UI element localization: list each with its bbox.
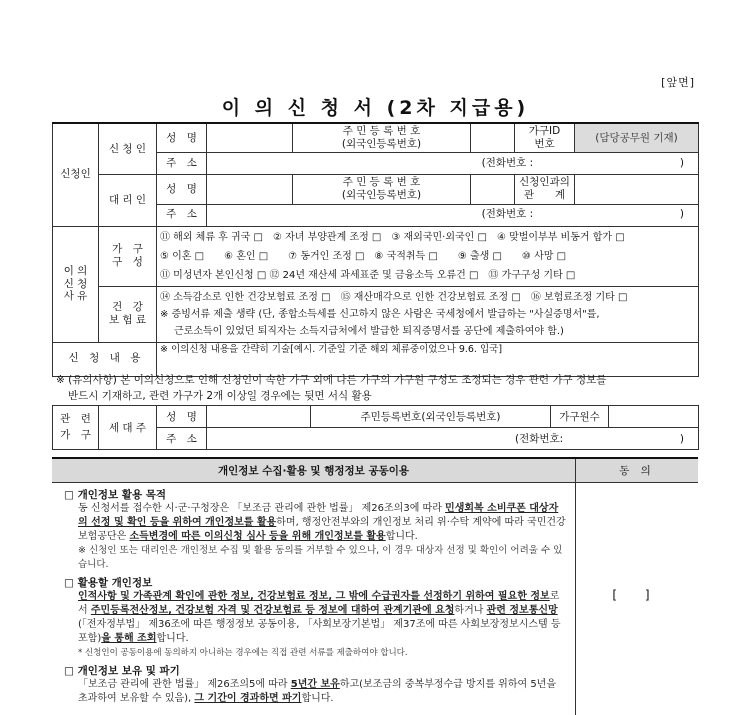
related-rrn-label: 주민등록번호(외국인등록번호) — [311, 406, 551, 428]
content-field[interactable] — [157, 342, 699, 376]
household-composition-options[interactable] — [157, 226, 699, 286]
proxy-address-field[interactable] — [207, 204, 699, 226]
privacy-header — [52, 459, 698, 483]
relation-label-text: 신청인과의 — [519, 176, 570, 189]
head-label: 세 대 주 — [99, 406, 157, 450]
self-name-field[interactable] — [207, 123, 293, 153]
privacy-consent-section — [52, 457, 698, 715]
related-address-field[interactable] — [207, 428, 699, 450]
privacy-text — [52, 483, 576, 715]
household-composition-label: 가 구 구 성 — [99, 226, 157, 286]
relation-field[interactable] — [575, 175, 699, 204]
self-name-label: 성 명 — [157, 123, 207, 153]
retention-text: 「보조금 관리에 관한 법률」 제26조의5에 따라 5년간 보유하고(보조금의 중복부정수급 방지를 위하여 5년을 초과하여 보유할 수 있음), 그 기간이 경과하면 파기합니다. — [78, 679, 557, 704]
proxy-name-field[interactable] — [207, 175, 293, 204]
members-field[interactable] — [609, 406, 699, 428]
household-id-label — [515, 123, 575, 153]
front-side-label: [앞면] — [661, 76, 695, 89]
form-title: 이 의 신 청 서 (2차 지급용) — [221, 97, 530, 119]
household-options-line3[interactable]: ⑪ 미성년자 본인신청 □ ⑫ 24년 재산세 과세표준 및 금융소득 오류건 □ ⑬ 가구구성 기타 □ — [160, 269, 576, 281]
info-used-title: □ 활용할 개인정보 — [64, 577, 153, 589]
purpose-note: ※ 신청인 또는 대리인은 개인정보 수집 및 활용 동의를 거부할 수 있으나, 이 경우 대상자 선정 및 확인이 어려울 수 있습니다. — [78, 545, 563, 570]
insurance-options-line2: ※ 증빙서류 제출 생략 (단, 종합소득세를 신고하지 않은 사람은 국세청에서 발급하는 "사실증명서"를, — [160, 308, 600, 320]
proxy-rrn-label-sub: (외국인등록번호) — [341, 189, 422, 202]
self-address-label: 주 소 — [157, 153, 207, 175]
reason-group-label: 이 의 신 청 사 유 — [53, 226, 99, 342]
self-phone-close: ) — [679, 157, 684, 170]
content-hint: ※ 이의신청 내용을 간략히 기술[예시. 기준일 기준 해외 체류중이었으나 9.6. 입국] — [160, 343, 503, 355]
relation-label-sub: 관 계 — [523, 189, 566, 202]
notice-line1: ※ (유의사항) 본 이의신청으로 인해 신청인이 속한 가구 외에 다른 가구의 가구원 구성도 조정되는 경우 관련 가구 정보를 — [56, 374, 607, 386]
self-phone-label: (전화번호 : — [481, 157, 534, 170]
health-insurance-options[interactable] — [157, 286, 699, 342]
related-name-label: 성 명 — [157, 406, 207, 428]
proxy-phone-close: ) — [679, 208, 684, 221]
related-phone-label: (전화번호: — [514, 433, 564, 445]
proxy-address-label: 주 소 — [157, 204, 207, 226]
insurance-options-line1[interactable]: ⑭ 소득감소로 인한 건강보험료 조정 □ ⑮ 재산매각으로 인한 건강보험료 조정 □ ⑯ 보험료조정 기타 □ — [160, 291, 628, 303]
self-rrn-label — [293, 123, 471, 153]
consent-header: 동 의 — [619, 465, 655, 477]
proxy-phone-label: (전화번호 : — [481, 208, 534, 221]
retention-title: □ 개인정보 보유 및 파기 — [64, 665, 180, 677]
applicant-group-label: 신청인 — [53, 123, 99, 226]
self-address-field[interactable] — [207, 153, 699, 175]
members-label: 가구원수 — [551, 406, 609, 428]
applicant-form-table — [52, 122, 699, 377]
related-address-label: 주 소 — [157, 428, 207, 450]
household-id-label-sub: 번호 — [534, 138, 555, 151]
privacy-body — [52, 483, 698, 715]
proxy-name-label: 성 명 — [157, 175, 207, 204]
self-label: 신 청 인 — [99, 123, 157, 175]
self-rrn-label-sub: (외국인등록번호) — [341, 138, 422, 151]
proxy-rrn-label — [293, 175, 471, 204]
proxy-rrn-field[interactable] — [471, 175, 515, 204]
insurance-options-line3: 근로소득이 있었던 퇴직자는 소득지급처에서 발급한 퇴직증명서를 공단에 제출하여야 함.) — [174, 325, 564, 337]
self-rrn-label-text: 주 민 등 록 번 호 — [342, 125, 421, 137]
privacy-header-title: 개인정보 수집·활용 및 행정정보 공동이용 — [52, 459, 576, 482]
household-options-line1[interactable]: ⑪ 해외 체류 후 귀국 □ ② 자녀 부양관계 조정 □ ③ 재외국민·외국인 □ ④ 맞벌이부부 비동거 합가 □ — [160, 231, 625, 243]
related-household-table — [52, 405, 699, 450]
relation-label — [515, 175, 575, 204]
related-group-label: 관 련 가 구 — [53, 406, 99, 450]
proxy-rrn-label-text: 주 민 등 록 번 호 — [342, 176, 421, 189]
self-rrn-field[interactable] — [471, 123, 515, 153]
consent-checkbox[interactable]: [ ] — [612, 588, 662, 602]
notice-line2: 반드시 기재하고, 관련 가구가 2개 이상일 경우에는 뒷면 서식 활용 — [68, 390, 372, 402]
household-id-label-text: 가구ID — [528, 125, 561, 137]
info-used-note: * 신청인이 공동이용에 동의하지 아니하는 경우에는 직접 관련 서류를 제출하여야 합니다. — [78, 648, 408, 658]
info-used-text: 인적사항 및 가족관계 확인에 관한 정보, 건강보험료 정보, 그 밖에 수급권자를 선정하기 위하여 필요한 정보로서 주민등록전산정보, 건강보험 자격 및 건강보험료 등 정보에 대하여 관계기관에 요청하거나 관련 정보통신망(「전자정부법」 제36조에 따른 행정정보 공동이용, 「사회보장기본법」 제37조에 따른 사회보장정보시스템 등 포함)을 통해 조회합니다. — [78, 591, 561, 644]
household-id-field: (담당공무원 기재) — [575, 123, 699, 153]
notice — [56, 372, 696, 404]
consent-area — [576, 483, 698, 715]
purpose-title: □ 개인정보 활용 목적 — [64, 489, 167, 501]
proxy-label: 대 리 인 — [99, 175, 157, 226]
health-insurance-label: 건 강 보 험 료 — [99, 286, 157, 342]
purpose-text: 동 신청서를 접수한 시·군·구청장은 「보조금 관리에 관한 법률」 제26조의3에 따라 민생회복 소비쿠폰 대상자의 선정 및 확인 등을 위하여 개인정보를 활용하며, 행정안전부와의 개인정보 처리 위·수탁 계약에 따라 국민건강보험공단은 소득변경에 따른 이의신청 심사 등을 위해 개인정보를 활용합니다. — [78, 503, 566, 542]
related-phone-close: ) — [679, 433, 684, 445]
related-name-field[interactable] — [207, 406, 311, 428]
household-options-line2[interactable]: ⑤ 이혼 □ ⑥ 혼인 □ ⑦ 동거인 조정 □ ⑧ 국적취득 □ ⑨ 출생 □ ⑩ 사망 □ — [160, 250, 567, 262]
content-label: 신 청 내 용 — [53, 342, 157, 376]
